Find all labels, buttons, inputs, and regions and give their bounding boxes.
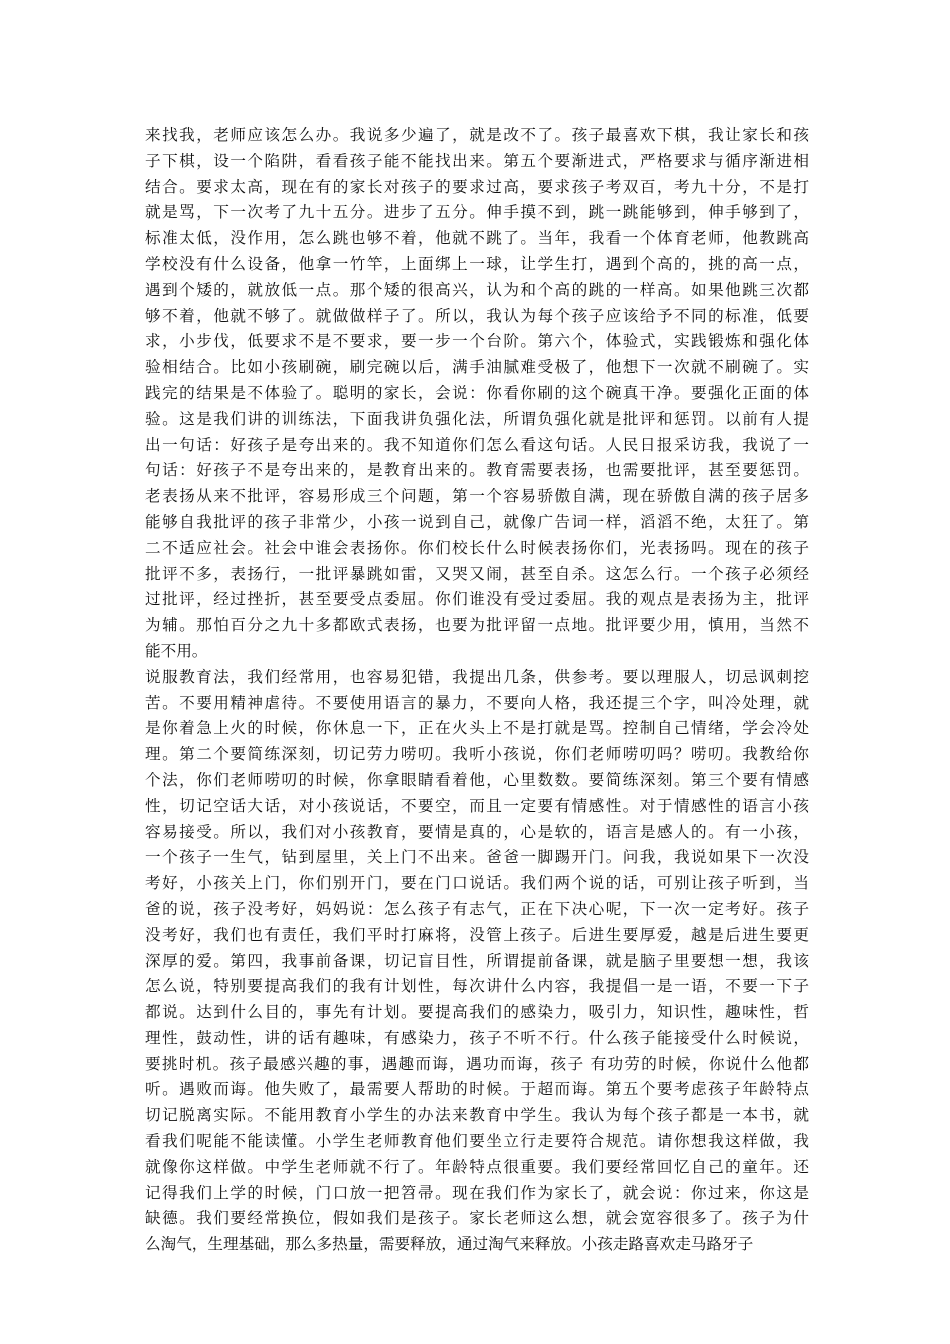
- body-text: [145, 123, 809, 1258]
- text-line: 批评不多，表扬行，一批评暴跳如雷，又哭又闹，甚至自杀。这怎么行。一个孩子必须经: [145, 564, 809, 583]
- text-line: 深厚的爱。第四，我事前备课，切记盲目性，所谓提前备课，就是脑子里要想一想，我该: [145, 951, 809, 970]
- text-line: 就是骂，下一次考了九十五分。进步了五分。伸手摸不到，跳一跳能够到，伸手够到了，: [145, 203, 809, 222]
- text-line: 验。这是我们讲的训练法，下面我讲负强化法，所谓负强化就是批评和惩罚。以前有人提: [145, 409, 809, 428]
- text-line: 就像你这样做。中学生老师就不行了。年龄特点很重要。我们要经常回忆自己的童年。还: [145, 1157, 809, 1176]
- text-line: 句话：好孩子不是夸出来的，是教育出来的。教育需要表扬，也需要批评，甚至要惩罚。: [145, 461, 809, 480]
- text-line: 看我们呢能不能读懂。小学生老师教育他们要坐立行走要符合规范。请你想我这样做，我: [145, 1132, 809, 1151]
- text-line: 遇到个矮的，就放低一点。那个矮的很高兴，认为和个高的跳的一样高。如果他跳三次都: [145, 280, 809, 299]
- text-line: 能不用。: [145, 641, 208, 660]
- text-line: 要挑时机。孩子最感兴趣的事，遇趣而诲，遇功而诲，孩子 有功劳的时候，你说什么他都: [145, 1054, 809, 1073]
- text-line: 一个孩子一生气，钻到屋里，关上门不出来。爸爸一脚踢开门。问我，我说如果下一次没: [145, 848, 809, 867]
- text-line: 验相结合。比如小孩刷碗，刷完碗以后，满手油腻难受极了，他想下一次就不刷碗了。实: [145, 358, 809, 377]
- text-line: 是你着急上火的时候，你休息一下，正在火头上不是打就是骂。控制自己情绪，学会冷处: [145, 719, 809, 738]
- text-line: 爸的说，孩子没考好，妈妈说：怎么孩子有志气，正在下决心呢，下一次一定考好。孩子: [145, 899, 809, 918]
- paragraph: [145, 123, 809, 665]
- text-line: 切记脱离实际。不能用教育小学生的办法来教育中学生。我认为每个孩子都是一本书，就: [145, 1106, 809, 1125]
- text-line: 来找我，老师应该怎么办。我说多少遍了，就是改不了。孩子最喜欢下棋，我让家长和孩: [145, 126, 809, 144]
- text-line: 么淘气，生理基础，那么多热量，需要释放，通过淘气来释放。小孩走路喜欢走马路牙子: [145, 1235, 754, 1254]
- text-line: 个法，你们老师唠叨的时候，你拿眼睛看着他，心里数数。要简练深刻。第三个要有情感: [145, 770, 809, 789]
- text-line: 践完的结果是不体验了。聪明的家长，会说：你看你刷的这个碗真干净。要强化正面的体: [145, 383, 809, 402]
- text-line: 学校没有什么设备，他拿一竹竿，上面绑上一球，让学生打，遇到个高的，挑的高一点，: [145, 254, 809, 273]
- text-line: 结合。要求太高，现在有的家长对孩子的要求过高，要求孩子考双百，考九十分，不是打: [145, 177, 809, 196]
- text-line: 二不适应社会。社会中谁会表扬你。你们校长什么时候表扬你们，光表扬吗。现在的孩子: [145, 538, 809, 557]
- text-line: 求，小步伐，低要求不是不要求，要一步一个台阶。第六个，体验式，实践锻炼和强化体: [145, 332, 809, 351]
- text-line: 够不着，他就不够了。就做做样子了。所以，我认为每个孩子应该给予不同的标准，低要: [145, 306, 809, 325]
- text-line: 考好，小孩关上门，你们别开门，要在门口说话。我们两个说的话，可别让孩子听到，当: [145, 874, 809, 893]
- text-line: 没考好，我们也有责任，我们平时打麻将，没管上孩子。后进生要厚爱，越是后进生要更: [145, 925, 809, 944]
- text-line: 过批评，经过挫折，甚至要受点委屈。你们谁没有受过委屈。我的观点是表扬为主，批评: [145, 590, 809, 609]
- text-line: 出一句话：好孩子是夸出来的。我不知道你们怎么看这句话。人民日报采访我，我说了一: [145, 435, 809, 454]
- text-line: 容易接受。所以，我们对小孩教育，要情是真的，心是软的，语言是感人的。有一小孩，: [145, 822, 809, 841]
- text-line: 为辅。那怕百分之九十多都欧式表扬，也要为批评留一点地。批评要少用，慎用，当然不: [145, 616, 809, 635]
- paragraph: [145, 665, 809, 1258]
- text-line: 记得我们上学的时候，门口放一把笤帚。现在我们作为家长了，就会说：你过来，你这是: [145, 1183, 809, 1202]
- text-line: 理性，鼓动性，讲的话有趣味，有感染力，孩子不听不行。什么孩子能接受什么时候说，: [145, 1028, 809, 1047]
- text-line: 能够自我批评的孩子非常少，小孩一说到自己，就像广告词一样，滔滔不绝，太狂了。第: [145, 512, 809, 531]
- text-line: 缺德。我们要经常换位，假如我们是孩子。家长老师这么想，就会宽容很多了。孩子为什: [145, 1209, 809, 1228]
- text-line: 标准太低，没作用，怎么跳也够不着，他就不跳了。当年，我看一个体育老师，他教跳高: [145, 229, 809, 248]
- text-line: 怎么说，特别要提高我们的我有计划性，每次讲什么内容，我提倡一是一语，不要一下子: [145, 977, 809, 996]
- text-line: 性，切记空话大话，对小孩说话，不要空，而且一定要有情感性。对于情感性的语言小孩: [145, 796, 809, 815]
- text-line: 听。遇败而诲。他失败了，最需要人帮助的时候。于超而诲。第五个要考虑孩子年龄特点: [145, 1080, 809, 1099]
- text-line: 说服教育法，我们经常用，也容易犯错，我提出几条，供参考。要以理服人，切忌讽刺挖: [145, 667, 809, 686]
- text-line: 子下棋，设一个陷阱，看看孩子能不能找出来。第五个要渐进式，严格要求与循序渐进相: [145, 151, 809, 170]
- text-line: 都说。达到什么目的，事先有计划。要提高我们的感染力，吸引力，知识性，趣味性，哲: [145, 1003, 809, 1022]
- text-line: 老表扬从来不批评，容易形成三个问题，第一个容易骄傲自满，现在骄傲自满的孩子居多: [145, 487, 809, 506]
- text-line: 理。第二个要简练深刻，切记劳力唠叨。我听小孩说，你们老师唠叨吗？唠叨。我教给你: [145, 745, 809, 764]
- text-line: 苦。不要用精神虐待。不要使用语言的暴力，不要向人格，我还提三个字，叫冷处理，就: [145, 693, 809, 712]
